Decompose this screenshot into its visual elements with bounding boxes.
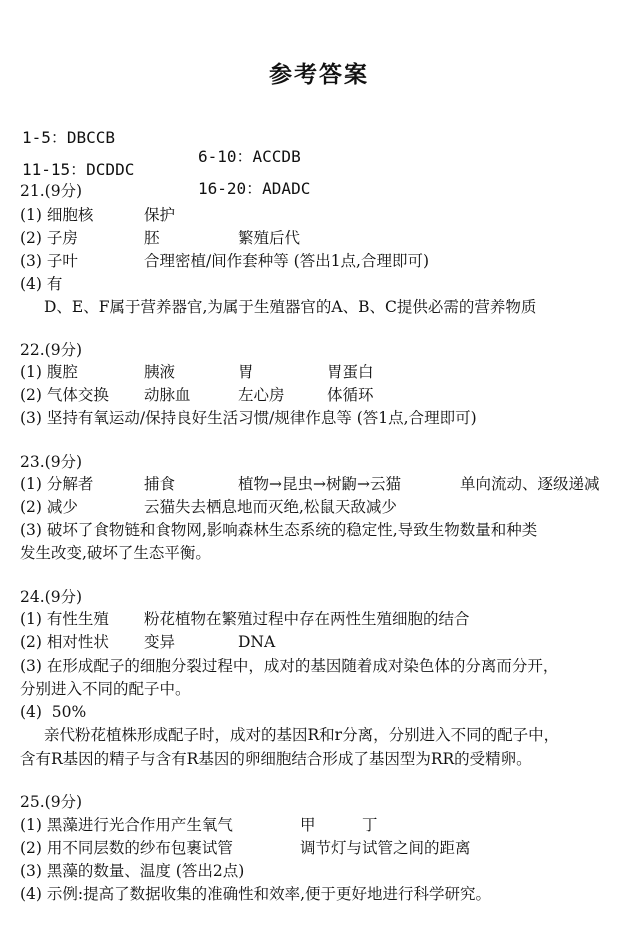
answer-text: 云猫失去栖息地而灭绝,松鼠天敌减少 bbox=[144, 498, 397, 516]
answer-text: 粉花植物在繁殖过程中存在两性生殖细胞的结合 bbox=[144, 610, 470, 628]
answer-text: 体循环 bbox=[327, 386, 374, 404]
answer-text: 胃 bbox=[238, 363, 254, 381]
answer-text: 胃蛋白 bbox=[327, 363, 374, 381]
answer-text: 调节灯与试管之间的距离 bbox=[300, 839, 471, 857]
answer-text: (1) 分解者 bbox=[20, 475, 94, 493]
q22-line-3: (3) 坚持有氧运动/保持良好生活习惯/规律作息等 (答1点,合理即可) bbox=[20, 409, 477, 427]
answer-text: (1) 有性生殖 bbox=[20, 610, 109, 628]
q21-line-5: D、E、F属于营养器官,为属于生殖器官的A、B、C提供必需的营养物质 bbox=[44, 298, 537, 316]
answer-text: (2) 用不同层数的纱布包裹试管 bbox=[20, 839, 233, 857]
answer-text: (3) 子叶 bbox=[20, 252, 78, 270]
answer-text: (1) 细胞核 bbox=[20, 206, 94, 224]
q24-line-7: 含有R基因的精子与含有R基因的卵细胞结合形成了基因型为RR的受精卵。 bbox=[20, 750, 532, 768]
q24-line-5: (4) 50% bbox=[20, 703, 87, 721]
answer-text: 胚 bbox=[144, 229, 160, 247]
answer-text: 合理密植/间作套种等 (答出1点,合理即可) bbox=[144, 252, 430, 270]
answer-text: (1) 黑藻进行光合作用产生氧气 bbox=[20, 816, 233, 834]
q24-line-4: 分别进入不同的配子中。 bbox=[20, 680, 191, 698]
answer-text: (2) 子房 bbox=[20, 229, 78, 247]
answer-text: (2) 相对性状 bbox=[20, 633, 109, 651]
answer-text: 捕食 bbox=[144, 475, 176, 493]
q23-heading: 23.(9分) bbox=[20, 453, 83, 471]
q24-line-3: (3) 在形成配子的细胞分裂过程中，成对的基因随着成对染色体的分离而分开， bbox=[20, 657, 559, 675]
answer-text: 植物→昆虫→树鼩→云猫 bbox=[238, 475, 401, 493]
page-title: 参考答案 bbox=[269, 61, 369, 88]
answer-text: 甲 bbox=[300, 816, 316, 834]
q23-line-4: 发生改变,破坏了生态平衡。 bbox=[20, 544, 211, 562]
mc-1-5: 1-5：DBCCB bbox=[22, 128, 116, 147]
q25-line-4: (4) 示例:提高了数据收集的准确性和效率,便于更好地进行科学研究。 bbox=[20, 885, 492, 903]
q21-line-4: (4) 有 bbox=[20, 275, 63, 293]
q23-line-3: (3) 破坏了食物链和食物网,影响森林生态系统的稳定性,导致生物数量和种类 bbox=[20, 521, 538, 539]
answer-text: DNA bbox=[238, 633, 276, 651]
answer-text: 丁 bbox=[362, 816, 378, 834]
q24-heading: 24.(9分) bbox=[20, 588, 83, 606]
answer-text: 变异 bbox=[144, 633, 176, 651]
answer-text: 动脉血 bbox=[144, 386, 191, 404]
answer-text: 胰液 bbox=[144, 363, 176, 381]
answer-text: (2) 气体交换 bbox=[20, 386, 109, 404]
mc-16-20: 16-20：ADADC bbox=[198, 179, 311, 198]
q22-heading: 22.(9分) bbox=[20, 341, 83, 359]
q25-line-3: (3) 黑藻的数量、温度 (答出2点) bbox=[20, 862, 245, 880]
answer-text: 保护 bbox=[144, 206, 176, 224]
answer-text: (1) 腹腔 bbox=[20, 363, 78, 381]
mc-11-15: 11-15：DCDDC bbox=[22, 160, 135, 179]
q21-heading: 21.(9分) bbox=[20, 182, 83, 200]
mc-6-10: 6-10：ACCDB bbox=[198, 147, 301, 166]
q24-line-6: 亲代粉花植株形成配子时，成对的基因R和r分离，分别进入不同的配子中， bbox=[44, 726, 560, 744]
answer-text: (2) 减少 bbox=[20, 498, 78, 516]
answer-text: 繁殖后代 bbox=[238, 229, 301, 247]
answer-text: 左心房 bbox=[238, 386, 285, 404]
q25-heading: 25.(9分) bbox=[20, 793, 83, 811]
answer-text: 单向流动、逐级递减 bbox=[460, 475, 600, 493]
